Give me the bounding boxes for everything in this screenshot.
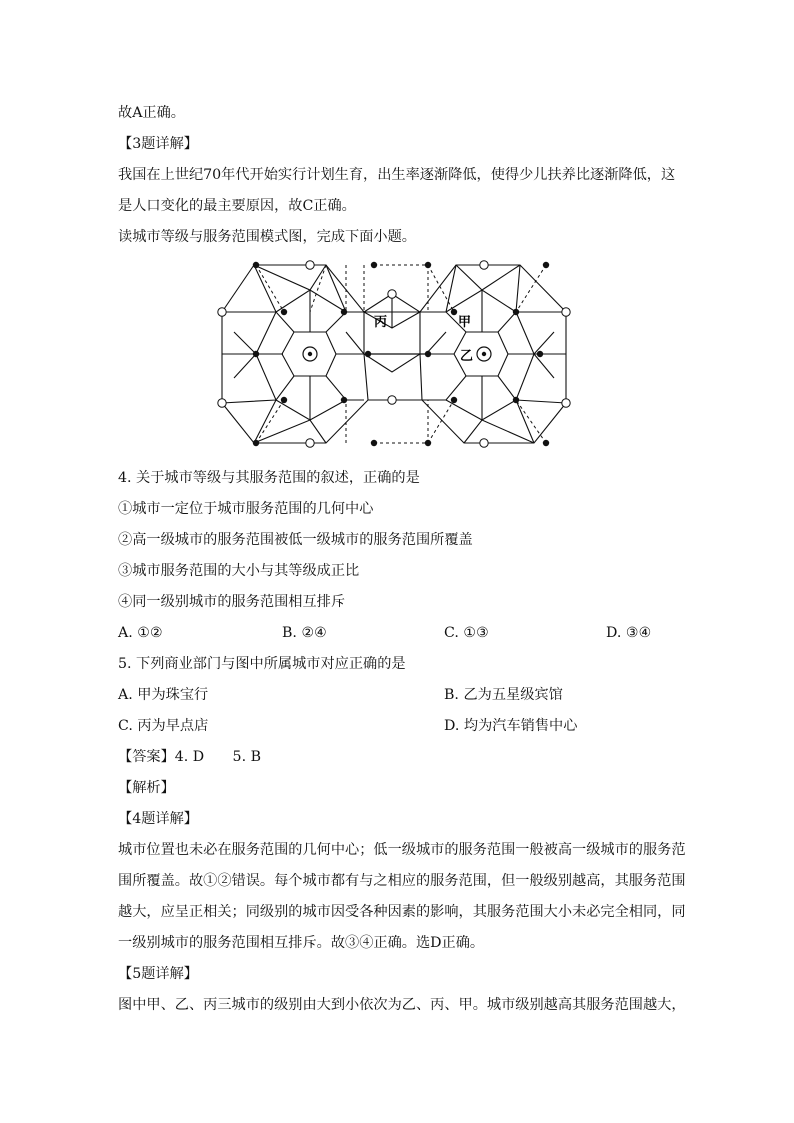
label-jia: 甲	[458, 315, 472, 330]
section-heading: 【4题详解】	[118, 811, 198, 827]
text-line: 故A正确。	[118, 105, 185, 121]
text-line: 我国在上世纪70年代开始实行计划生育，出生率逐渐降低，使得少儿扶养比逐渐降低，这	[118, 167, 676, 183]
q5-option-a: A. 甲为珠宝行	[118, 687, 209, 703]
question-4: 4. 关于城市等级与其服务范围的叙述，正确的是	[118, 470, 420, 486]
statement-2: ②高一级城市的服务范围被低一级城市的服务范围所覆盖	[118, 532, 473, 548]
q5-option-d: D. 均为汽车销售中心	[444, 718, 578, 734]
text-line: 图中甲、乙、丙三城市的级别由大到小依次为乙、丙、甲。城市级别越高其服务范围越大，	[118, 997, 686, 1013]
q5-option-b: B. 乙为五星级宾馆	[444, 687, 563, 703]
section-heading: 【5题详解】	[118, 966, 198, 982]
q4-option-b: B. ②④	[282, 625, 327, 641]
text-line: 围所覆盖。故①②错误。每个城市都有与之相应的服务范围，但一般级别越高，其服务范围	[118, 873, 686, 889]
section-heading: 【解析】	[118, 780, 175, 796]
q4-option-d: D. ③④	[606, 625, 652, 641]
label-bing: 丙	[374, 315, 388, 330]
text-line: 城市位置也未必在服务范围的几何中心；低一级城市的服务范围一般被高一级城市的服务范	[118, 842, 686, 858]
statement-1: ①城市一定位于城市服务范围的几何中心	[118, 501, 374, 517]
text-line: 越大，应呈正相关；同级别的城市因受各种因素的影响，其服务范围大小未必完全相同，同	[118, 904, 686, 920]
q4-option-c: C. ①③	[444, 625, 489, 641]
central-city-left	[303, 347, 317, 361]
statement-4: ④同一级别城市的服务范围相互排斥	[118, 594, 346, 610]
statement-3: ③城市服务范围的大小与其等级成正比	[118, 563, 360, 579]
city-hierarchy-diagram	[214, 260, 574, 448]
label-yi: 乙	[460, 349, 474, 364]
text-line: 一级别城市的服务范围相互排斥。故③④正确。选D正确。	[118, 935, 485, 951]
section-heading: 【3题详解】	[118, 136, 198, 152]
answer-line: 【答案】4. D 5. B	[118, 749, 262, 765]
question-5: 5. 下列商业部门与图中所属城市对应正确的是	[118, 656, 406, 672]
q5-option-c: C. 丙为早点店	[118, 718, 209, 734]
q4-option-a: A. ①②	[118, 625, 163, 641]
text-line: 读城市等级与服务范围模式图，完成下面小题。	[118, 229, 416, 245]
central-city-right	[477, 347, 491, 361]
text-line: 是人口变化的最主要原因，故C正确。	[118, 198, 356, 214]
